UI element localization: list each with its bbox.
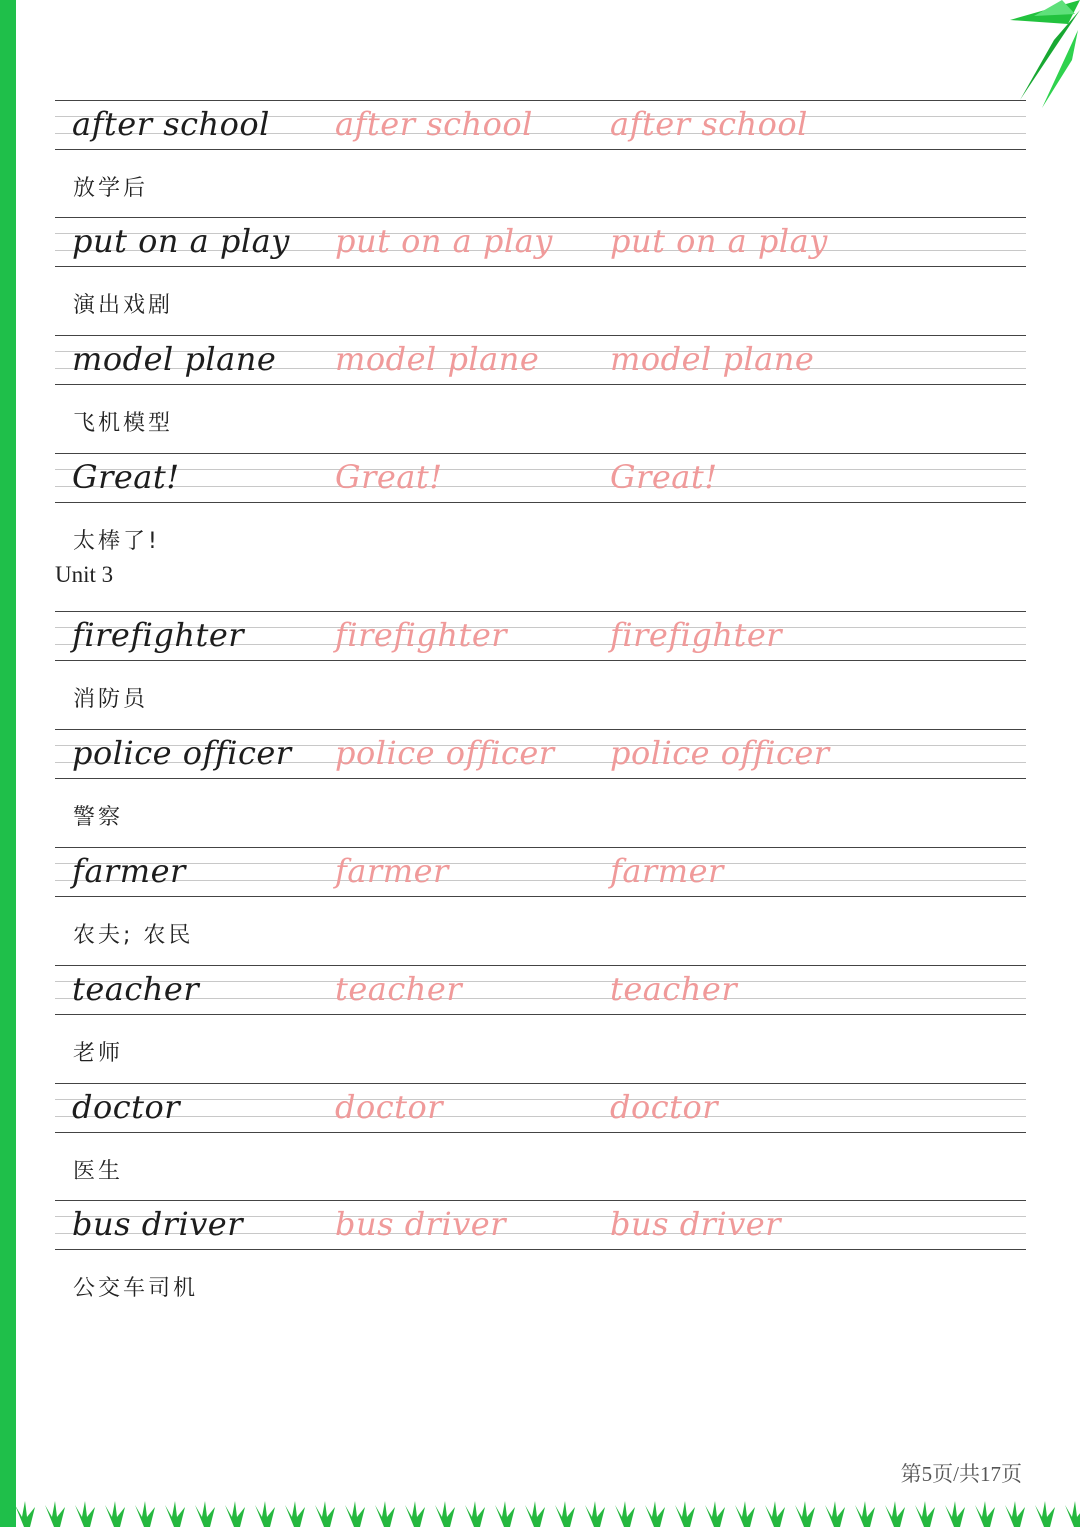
writing-row <box>55 453 1026 503</box>
writing-row <box>55 847 1026 897</box>
grass-tuft <box>1065 1501 1080 1527</box>
tracing-word: firefighter <box>335 616 508 654</box>
grass-tuft <box>825 1501 845 1527</box>
ruled-line <box>55 863 1026 864</box>
grass-tuft <box>915 1501 935 1527</box>
tracing-word: police officer <box>610 734 830 772</box>
chinese-meaning: 放学后 <box>73 176 149 201</box>
chinese-meaning: 太棒了! <box>73 529 160 554</box>
grass-tuft <box>705 1501 725 1527</box>
writing-row <box>55 965 1026 1015</box>
ruled-line <box>55 335 1026 336</box>
grass-tuft <box>165 1501 185 1527</box>
tracing-word: doctor <box>335 1088 444 1126</box>
grass-tuft <box>45 1501 65 1527</box>
grass-tuft <box>885 1501 905 1527</box>
grass-tuft <box>75 1501 95 1527</box>
tracing-word: teacher <box>335 970 463 1008</box>
chinese-meaning: 公交车司机 <box>73 1276 199 1301</box>
grass-tuft <box>555 1501 575 1527</box>
tracing-word: bus driver <box>610 1205 782 1243</box>
tracing-word: model plane <box>610 340 815 378</box>
tracing-word: bus driver <box>335 1205 507 1243</box>
grass-tuft <box>195 1501 215 1527</box>
ruled-line <box>55 502 1026 503</box>
grass-tuft <box>435 1501 455 1527</box>
tracing-word: after school <box>335 105 533 143</box>
grass-tuft <box>405 1501 425 1527</box>
tracing-word: put on a play <box>335 222 553 260</box>
chinese-meaning: 演出戏剧 <box>73 293 174 318</box>
grass-tuft <box>945 1501 965 1527</box>
grass-tuft <box>105 1501 125 1527</box>
ruled-line <box>55 778 1026 779</box>
grass-tuft <box>855 1501 875 1527</box>
writing-row <box>55 611 1026 661</box>
grass-tuft <box>675 1501 695 1527</box>
grass-tuft <box>645 1501 665 1527</box>
writing-row <box>55 100 1026 150</box>
grass-tuft <box>585 1501 605 1527</box>
ruled-line <box>55 981 1026 982</box>
grass-tuft <box>375 1501 395 1527</box>
grass-tuft <box>315 1501 335 1527</box>
ruled-line <box>55 100 1026 101</box>
vocab-word: doctor <box>72 1088 181 1126</box>
grass-tuft <box>615 1501 635 1527</box>
writing-row <box>55 335 1026 385</box>
grass-border <box>16 1499 1080 1527</box>
ruled-line <box>55 611 1026 612</box>
chinese-meaning: 飞机模型 <box>73 411 174 436</box>
ruled-line <box>55 965 1026 966</box>
tracing-word: teacher <box>610 970 738 1008</box>
tracing-word: model plane <box>335 340 540 378</box>
ruled-line <box>55 149 1026 150</box>
grass-tuft <box>975 1501 995 1527</box>
grass-tuft <box>225 1501 245 1527</box>
tracing-word: Great! <box>335 458 443 496</box>
tracing-word: after school <box>610 105 808 143</box>
writing-row <box>55 217 1026 267</box>
writing-row <box>55 1200 1026 1250</box>
ruled-line <box>55 1249 1026 1250</box>
grass-tuft <box>795 1501 815 1527</box>
ruled-line <box>55 486 1026 487</box>
grass-tuft <box>495 1501 515 1527</box>
ruled-line <box>55 729 1026 730</box>
tracing-word: put on a play <box>610 222 828 260</box>
grass-tuft <box>525 1501 545 1527</box>
vocab-word: put on a play <box>72 222 290 260</box>
writing-row <box>55 729 1026 779</box>
ruled-line <box>55 266 1026 267</box>
chinese-meaning: 消防员 <box>73 687 149 712</box>
tracing-word: police officer <box>335 734 555 772</box>
ruled-line <box>55 1099 1026 1100</box>
ruled-line <box>55 1083 1026 1084</box>
grass-tuft <box>1035 1501 1055 1527</box>
vocab-word: bus driver <box>72 1205 244 1243</box>
vocab-word: after school <box>72 105 270 143</box>
vocab-word: model plane <box>72 340 277 378</box>
ruled-line <box>55 1132 1026 1133</box>
ruled-line <box>55 660 1026 661</box>
tracing-word: firefighter <box>610 616 783 654</box>
ruled-line <box>55 469 1026 470</box>
ruled-line <box>55 880 1026 881</box>
ruled-line <box>55 453 1026 454</box>
tracing-word: doctor <box>610 1088 719 1126</box>
grass-tuft <box>735 1501 755 1527</box>
ruled-line <box>55 217 1026 218</box>
grass-tuft <box>345 1501 365 1527</box>
ruled-line <box>55 896 1026 897</box>
vocab-word: farmer <box>72 852 186 890</box>
tracing-word: farmer <box>610 852 724 890</box>
ruled-line <box>55 847 1026 848</box>
vocab-word: Great! <box>72 458 180 496</box>
tracing-word: Great! <box>610 458 718 496</box>
vocab-word: firefighter <box>72 616 245 654</box>
grass-tuft <box>135 1501 155 1527</box>
chinese-meaning: 警察 <box>73 805 124 830</box>
tracing-word: farmer <box>335 852 449 890</box>
grass-tuft <box>255 1501 275 1527</box>
grass-tuft <box>16 1501 35 1527</box>
chinese-meaning: 老师 <box>73 1041 124 1066</box>
ruled-line <box>55 998 1026 999</box>
ruled-line <box>55 1014 1026 1015</box>
grass-tuft <box>465 1501 485 1527</box>
page-number: 第5页/共17页 <box>900 1462 1022 1486</box>
bamboo-leaf-decoration <box>950 0 1080 110</box>
grass-tuft <box>285 1501 305 1527</box>
grass-tuft <box>1005 1501 1025 1527</box>
ruled-line <box>55 384 1026 385</box>
grass-tuft <box>765 1501 785 1527</box>
vocab-word: police officer <box>72 734 292 772</box>
vocab-word: teacher <box>72 970 200 1008</box>
ruled-line <box>55 1200 1026 1201</box>
chinese-meaning: 农夫; 农民 <box>73 923 194 948</box>
chinese-meaning: 医生 <box>73 1159 124 1184</box>
ruled-line <box>55 1116 1026 1117</box>
left-border-bar <box>0 0 16 1527</box>
writing-row <box>55 1083 1026 1133</box>
unit-heading: Unit 3 <box>55 562 114 587</box>
